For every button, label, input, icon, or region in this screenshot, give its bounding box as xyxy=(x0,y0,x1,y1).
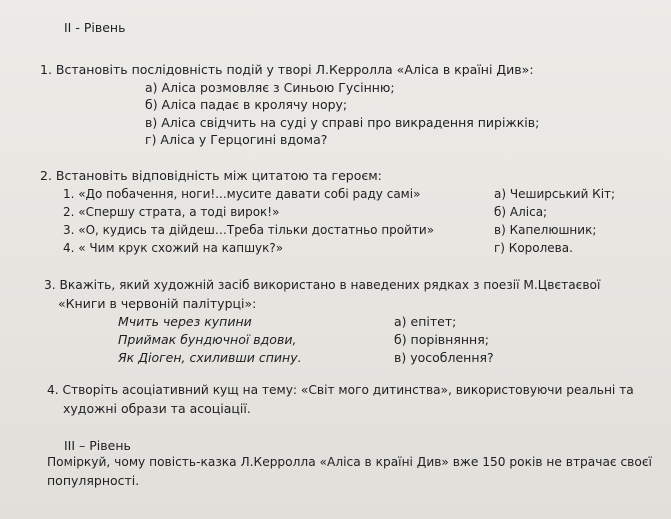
question-1-option-d: г) Аліса у Герцогині вдома? xyxy=(145,132,328,147)
final-question-line-2: популярності. xyxy=(47,473,140,488)
level-2-heading: II - Рівень xyxy=(64,20,126,35)
question-2-quote-4: 4. « Чим крук схожий на капшук?» xyxy=(63,241,284,255)
question-2-title: 2. Встановіть відповідність між цитатою та героєм: xyxy=(40,168,382,183)
question-2-quote-1: 1. «До побачення, ноги!...мусите давати собі раду самі» xyxy=(63,187,421,201)
question-2-hero-b: б) Аліса; xyxy=(494,205,548,219)
question-2-hero-d: г) Королева. xyxy=(494,241,573,255)
question-2-hero-c: в) Капелюшник; xyxy=(494,223,597,237)
question-2-hero-a: а) Чеширський Кіт; xyxy=(494,187,616,201)
question-3-option-c: в) уособлення? xyxy=(394,350,494,365)
question-1-option-c: в) Аліса свідчить на суді у справі про викрадення пиріжків; xyxy=(145,115,540,130)
question-3-poem-line-3: Як Діоген, схиливши спину. xyxy=(118,350,302,365)
question-3-poem-line-1: Мчить через купини xyxy=(118,314,252,329)
question-2-quote-3: 3. «О, кудись та дійдеш…Треба тільки достатньо пройти» xyxy=(63,223,435,237)
question-4-line-1: 4. Створіть асоціативний кущ на тему: «Світ мого дитинства», використовуючи реальні та xyxy=(47,383,634,397)
question-3-subtitle: «Книги в червоній палітурці»: xyxy=(58,296,257,311)
question-4-line-2: художні образи та асоціації. xyxy=(63,401,251,416)
question-1-option-b: б) Аліса падає в кролячу нору; xyxy=(145,97,348,112)
question-1-title: 1. Встановіть послідовність подій у творі Л.Керролла «Аліса в країні Див»: xyxy=(40,62,534,77)
question-1-option-a: а) Аліса розмовляє з Синьою Гусінню; xyxy=(145,80,395,95)
question-3-title: 3. Вкажіть, який художній засіб використано в наведених рядках з поезії М.Цвєтаєвої xyxy=(44,278,601,292)
question-3-poem-line-2: Приймак бундючної вдови, xyxy=(118,332,297,347)
question-3-option-a: а) епітет; xyxy=(394,314,457,329)
level-3-heading: III – Рівень xyxy=(64,438,131,453)
question-2-quote-2: 2. «Спершу страта, а тоді вирок!» xyxy=(63,205,280,219)
question-3-option-b: б) порівняння; xyxy=(394,332,489,347)
final-question-line-1: Поміркуй, чому повість-казка Л.Керролла «Аліса в країні Див» вже 150 років не втрачає своєї xyxy=(47,455,652,469)
